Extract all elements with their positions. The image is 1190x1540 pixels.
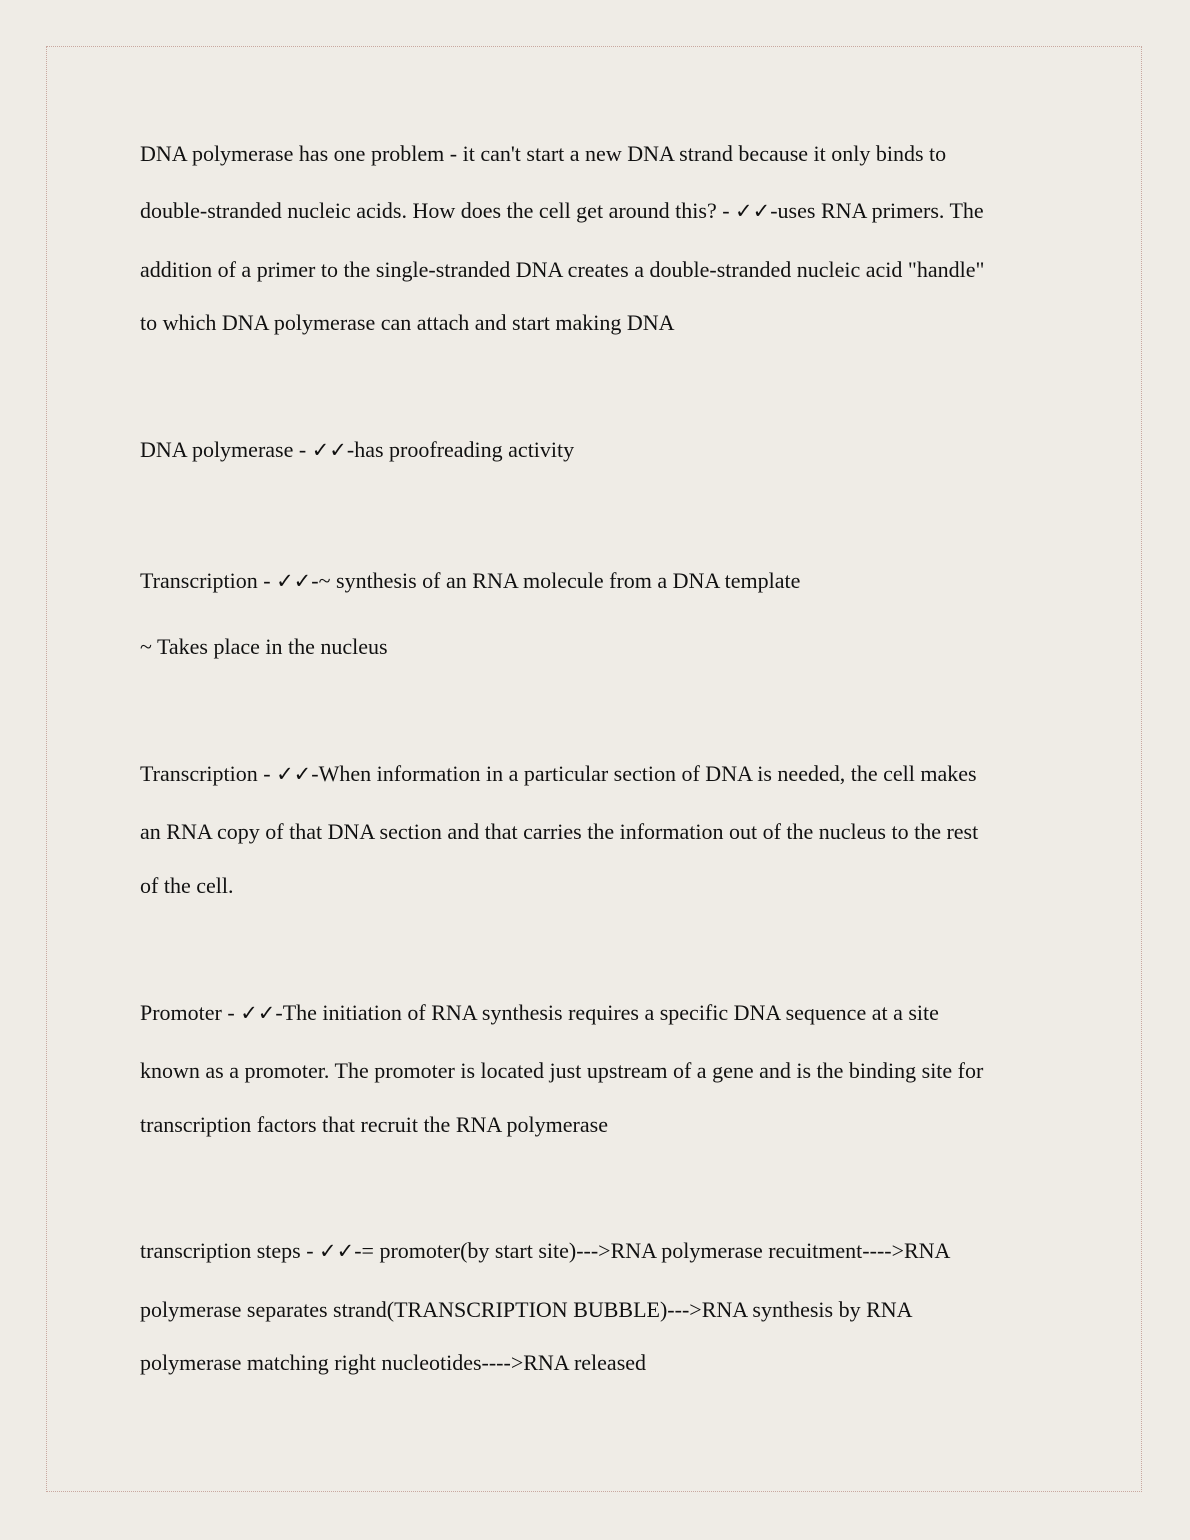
text-line bbox=[140, 198, 984, 224]
text-line: to which DNA polymerase can attach and start making DNA bbox=[140, 310, 675, 335]
definition-text: -~ synthesis of an RNA molecule from a DNA template bbox=[311, 568, 801, 593]
text-line bbox=[140, 1238, 950, 1264]
text-line bbox=[140, 568, 800, 594]
text-line: an RNA copy of that DNA section and that carries the information out of the nucleus to the rest bbox=[140, 819, 979, 844]
double-check-icon: ✓✓ bbox=[276, 762, 312, 786]
definition-text: -The initiation of RNA synthesis requires a specific DNA sequence at a site bbox=[275, 1000, 939, 1025]
double-check-icon: ✓✓ bbox=[311, 438, 347, 462]
term-label: transcription steps - bbox=[140, 1238, 320, 1263]
text-line bbox=[140, 1000, 939, 1026]
definition-text: -has proofreading activity bbox=[346, 437, 575, 462]
text-segment: -uses RNA primers. The bbox=[770, 198, 984, 223]
text-line: addition of a primer to the single-stranded DNA creates a double-stranded nucleic acid "handle" bbox=[140, 257, 985, 282]
text-line: transcription factors that recruit the RNA polymerase bbox=[140, 1112, 608, 1137]
double-check-icon: ✓✓ bbox=[276, 569, 312, 593]
text-segment: double-stranded nucleic acids. How does the cell get around this? - bbox=[140, 198, 736, 223]
term-label: Promoter - bbox=[140, 1000, 241, 1025]
double-check-icon: ✓✓ bbox=[319, 1239, 355, 1263]
double-check-icon: ✓✓ bbox=[240, 1001, 276, 1025]
definition-text: -When information in a particular section of DNA is needed, the cell makes bbox=[311, 761, 977, 786]
text-line: polymerase matching right nucleotides---->RNA released bbox=[140, 1350, 647, 1375]
text-line: polymerase separates strand(TRANSCRIPTION BUBBLE)--->RNA synthesis by RNA bbox=[140, 1297, 913, 1322]
definition-text: -= promoter(by start site)--->RNA polymerase recuitment---->RNA bbox=[354, 1238, 951, 1263]
text-line: DNA polymerase has one problem - it can't start a new DNA strand because it only binds to bbox=[140, 141, 947, 166]
term-label: Transcription - bbox=[140, 568, 277, 593]
text-line: known as a promoter. The promoter is located just upstream of a gene and is the binding site for bbox=[140, 1058, 984, 1083]
term-label: DNA polymerase - bbox=[140, 437, 312, 462]
term-label: Transcription - bbox=[140, 761, 277, 786]
text-line bbox=[140, 437, 574, 463]
text-line: of the cell. bbox=[140, 873, 234, 898]
text-line bbox=[140, 761, 977, 787]
text-line: ~ Takes place in the nucleus bbox=[140, 634, 388, 659]
double-check-icon: ✓✓ bbox=[735, 199, 771, 223]
